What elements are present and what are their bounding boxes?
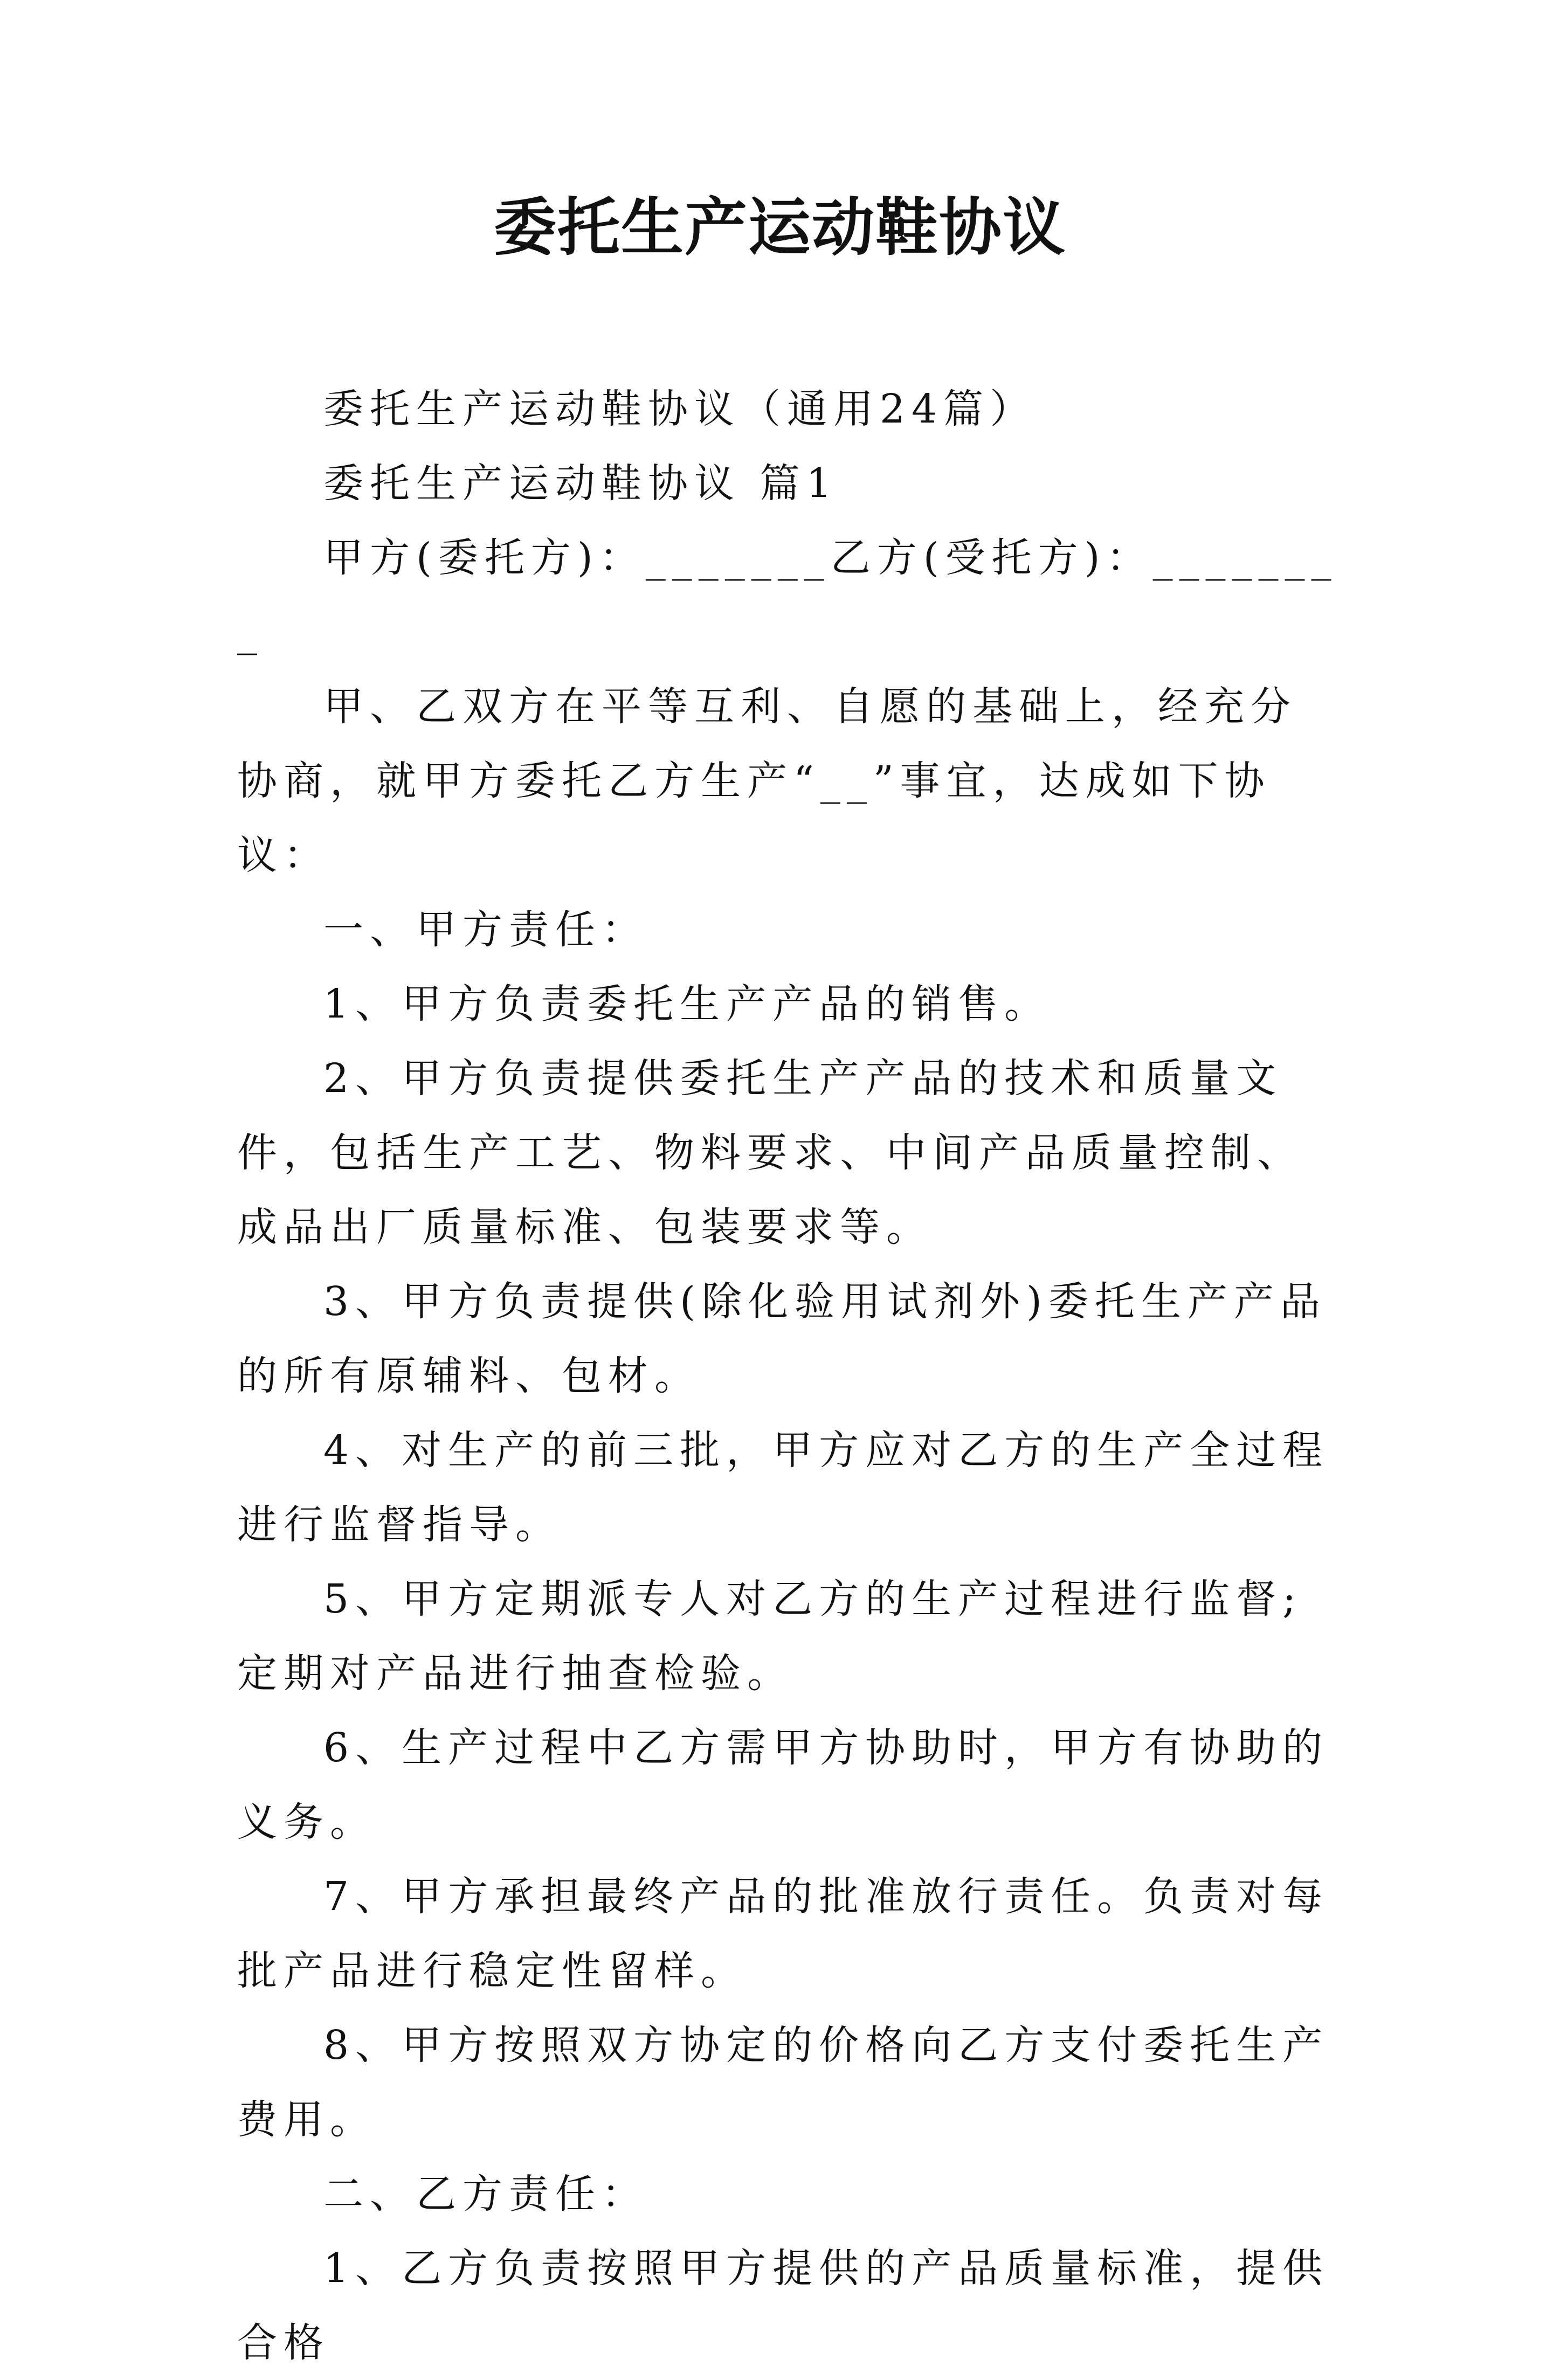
- paragraph-party-a-heading: 一、甲方责任：: [323, 907, 648, 953]
- paragraph-party-a-item-5: 5、甲方定期派专人对乙方的生产过程进行监督;定期对产品进行抽查检验。: [237, 1576, 1303, 1697]
- paragraph-party-a-item-1: 1、甲方负责委托生产产品的销售。: [323, 981, 1051, 1027]
- paragraph-party-a-item-7: 7、甲方承担最终产品的批准放行责任。负责对每批产品进行稳定性留样。: [237, 1873, 1329, 1994]
- paragraph-preamble: 甲、乙双方在平等互利、自愿的基础上，经充分协商，就甲方委托乙方生产“__”事宜，达成如下协议：: [237, 683, 1297, 878]
- paragraph-subtitle: 委托生产运动鞋协议（通用24篇）: [323, 386, 1037, 432]
- paragraph-section-heading: 委托生产运动鞋协议 篇1: [323, 460, 838, 507]
- paragraph-party-a-item-6: 6、生产过程中乙方需甲方协助时，甲方有协助的义务。: [237, 1725, 1329, 1845]
- paragraph-party-b-heading: 二、乙方责任：: [323, 2171, 648, 2217]
- document-title: 委托生产运动鞋协议: [494, 191, 1066, 264]
- paragraph-party-a-item-8: 8、甲方按照双方协定的价格向乙方支付委托生产费用。: [237, 2022, 1329, 2143]
- document-body: [237, 372, 1342, 2380]
- paragraph-party-a-item-4: 4、对生产的前三批，甲方应对乙方的生产全过程进行监督指导。: [237, 1427, 1329, 1548]
- paragraph-parties: 甲方(委托方)：_______乙方(受托方)：________: [237, 535, 1338, 655]
- paragraph-party-a-item-3: 3、甲方负责提供(除化验用试剂外)委托生产产品的所有原辅料、包材。: [237, 1278, 1327, 1399]
- paragraph-party-a-item-2: 2、甲方负责提供委托生产产品的技术和质量文件，包括生产工艺、物料要求、中间产品质量控制、成品出厂质量标准、包装要求等。: [237, 1055, 1303, 1250]
- paragraph-party-b-item-1: 1、乙方负责按照甲方提供的产品质量标准，提供合格: [237, 2245, 1329, 2366]
